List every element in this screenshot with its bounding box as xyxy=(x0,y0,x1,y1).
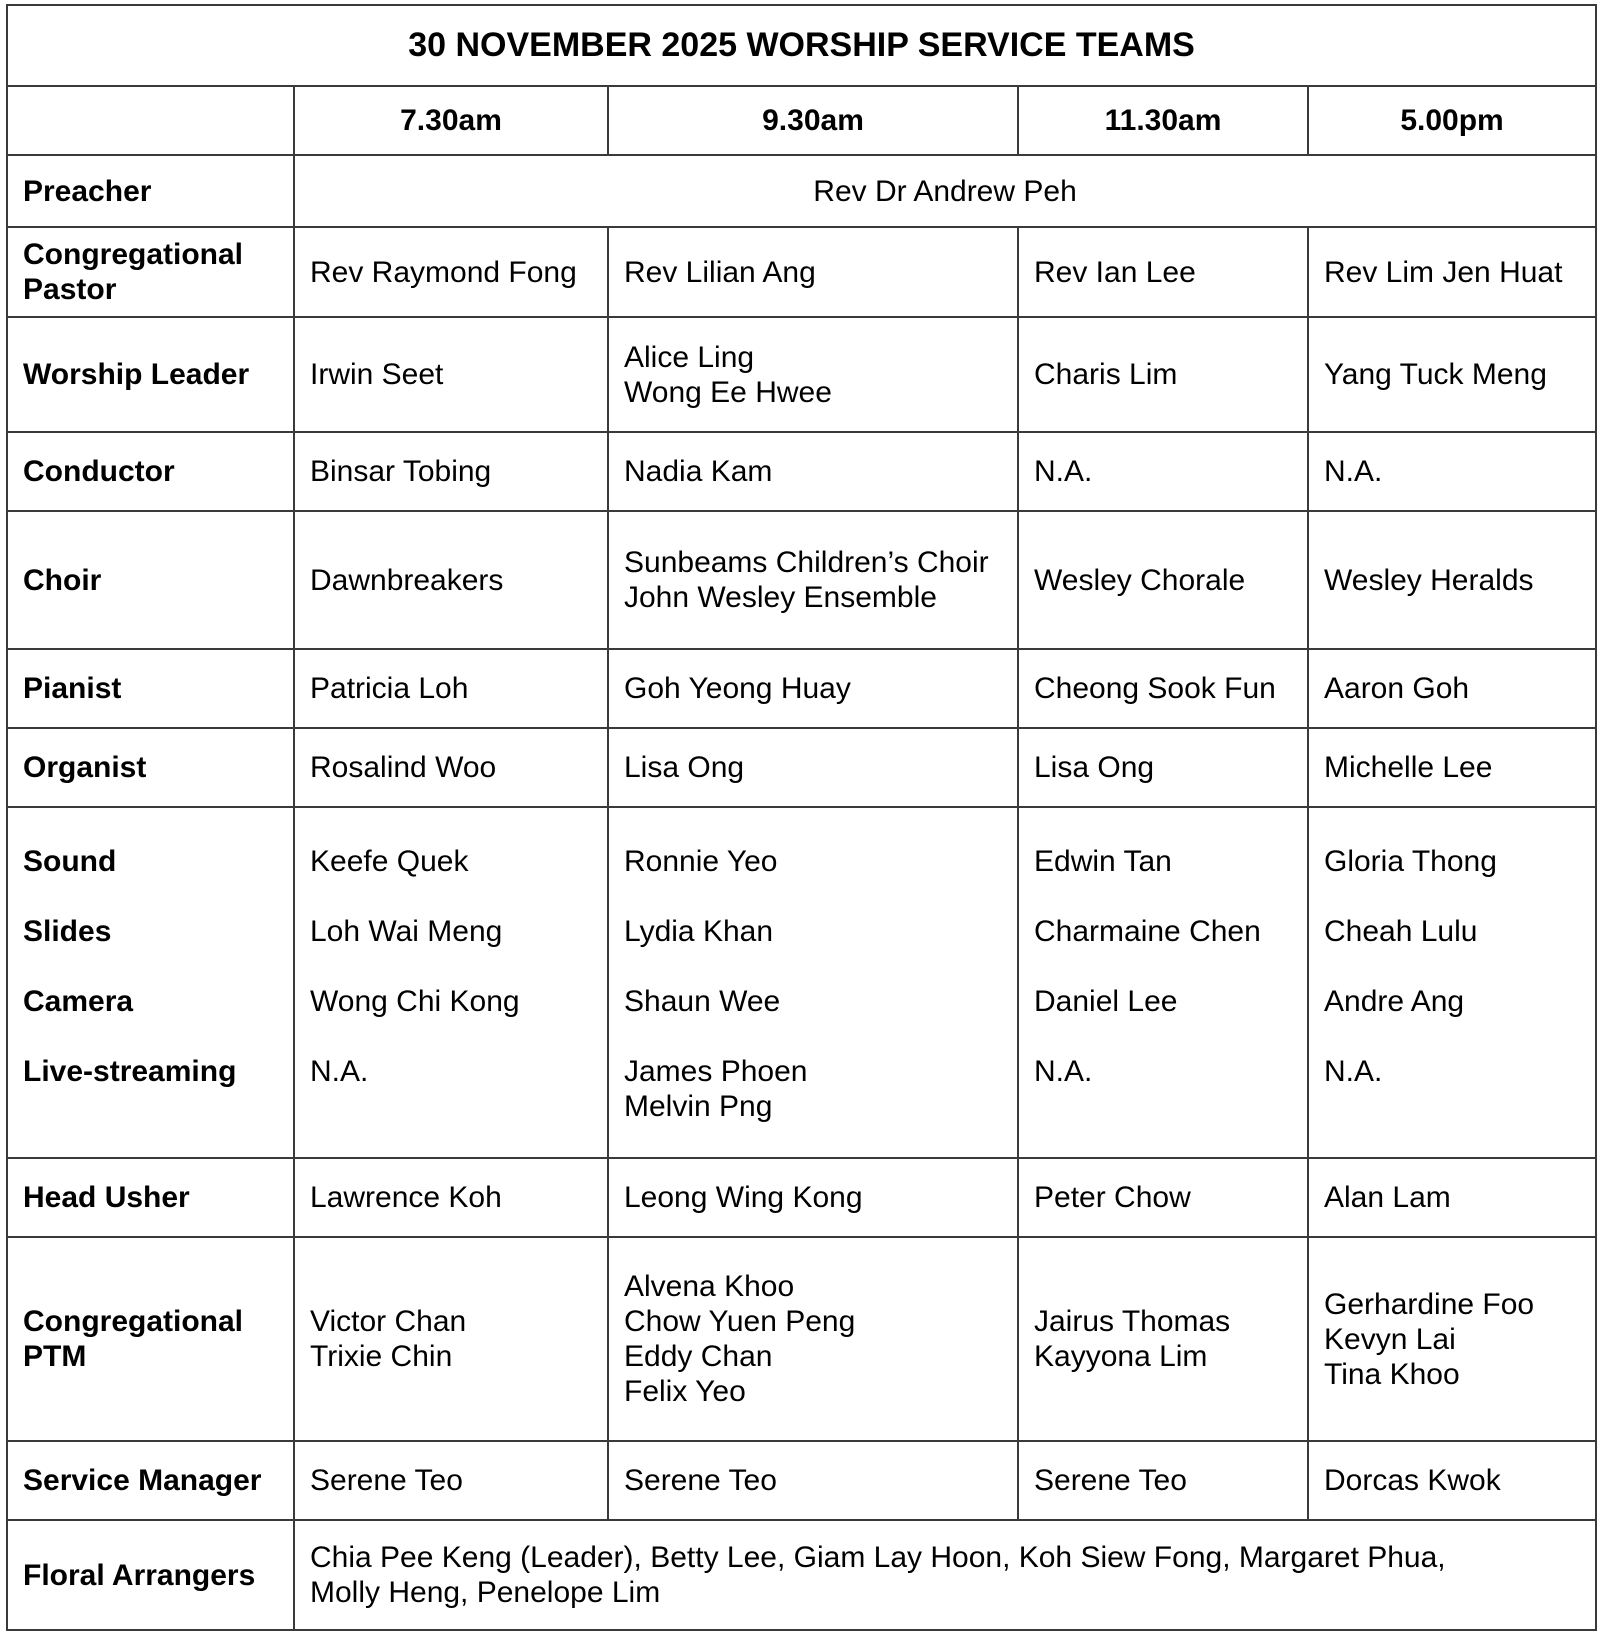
service-manager-0930: Serene Teo xyxy=(608,1441,1018,1520)
person-name: Yang Tuck Meng xyxy=(1324,358,1547,391)
pastor-0930: Rev Lilian Ang xyxy=(608,227,1018,317)
choir-name: John Wesley Ensemble xyxy=(624,581,937,614)
person-name: Alvena Khoo xyxy=(624,1270,795,1303)
time-header-1700: 5.00pm xyxy=(1308,86,1596,155)
slides-name: Lydia Khan xyxy=(624,915,774,948)
sound-name: Edwin Tan xyxy=(1034,845,1172,878)
row-congregational-pastor xyxy=(7,227,1596,317)
row-choir xyxy=(7,511,1596,649)
person-name: Trixie Chin xyxy=(310,1340,453,1373)
role-label-head-usher: Head Usher xyxy=(7,1158,294,1237)
choir-0730 xyxy=(294,511,608,649)
choir-1700 xyxy=(1308,511,1596,649)
role-label-line: Congregational xyxy=(23,1305,244,1338)
role-label-choir: Choir xyxy=(7,511,294,649)
person-name: Felix Yeo xyxy=(624,1375,746,1408)
role-labels-technical xyxy=(7,807,294,1158)
row-organist xyxy=(7,728,1596,807)
row-head-usher xyxy=(7,1158,1596,1237)
role-label-floral-arrangers: Floral Arrangers xyxy=(7,1520,294,1630)
person-name: Wong Ee Hwee xyxy=(624,375,832,409)
choir-0930 xyxy=(608,511,1018,649)
worship-leader-0730 xyxy=(294,317,608,432)
role-label-line: Congregational xyxy=(23,238,244,271)
person-name: Gerhardine Foo xyxy=(1324,1287,1535,1321)
row-pianist xyxy=(7,649,1596,728)
choir-name: Dawnbreakers xyxy=(310,563,504,597)
role-label-service-manager: Service Manager xyxy=(7,1441,294,1520)
head-usher-0730: Lawrence Koh xyxy=(294,1158,608,1237)
live-streaming-name: N.A. xyxy=(1324,1055,1383,1088)
camera-name: Andre Ang xyxy=(1324,985,1465,1018)
conductor-0730: Binsar Tobing xyxy=(294,432,608,511)
person-name: Kevyn Lai xyxy=(1324,1322,1456,1356)
time-header-0730: 7.30am xyxy=(294,86,608,155)
row-conductor xyxy=(7,432,1596,511)
ptm-0930 xyxy=(608,1237,1018,1441)
floral-arrangers-names xyxy=(294,1520,1596,1630)
live-streaming-name: James Phoen xyxy=(624,1055,808,1088)
person-name: Irwin Seet xyxy=(310,358,444,391)
page-title: 30 NOVEMBER 2025 WORSHIP SERVICE TEAMS xyxy=(7,5,1596,86)
row-preacher xyxy=(7,155,1596,227)
pastor-1130: Rev Ian Lee xyxy=(1018,227,1308,317)
role-label-conductor: Conductor xyxy=(7,432,294,511)
floral-names-line: Chia Pee Keng (Leader), Betty Lee, Giam Lay Hoon, Koh Siew Fong, Margaret Phua, xyxy=(310,1541,1446,1574)
service-teams-table xyxy=(6,4,1597,1631)
row-technical xyxy=(7,807,1596,1158)
camera-name: Wong Chi Kong xyxy=(310,985,520,1018)
live-streaming-name: N.A. xyxy=(310,1055,369,1088)
ptm-1700 xyxy=(1308,1237,1596,1441)
sound-name: Keefe Quek xyxy=(310,845,469,878)
conductor-1700: N.A. xyxy=(1308,432,1596,511)
organist-1130: Lisa Ong xyxy=(1018,728,1308,807)
role-label-live-streaming: Live-streaming xyxy=(23,1055,237,1088)
person-name: Tina Khoo xyxy=(1324,1357,1460,1391)
preacher-name: Rev Dr Andrew Peh xyxy=(294,155,1596,227)
role-label-sound: Sound xyxy=(23,845,117,878)
role-label-worship-leader: Worship Leader xyxy=(7,317,294,432)
role-label-preacher: Preacher xyxy=(7,155,294,227)
time-header-1130: 11.30am xyxy=(1018,86,1308,155)
role-label-organist: Organist xyxy=(7,728,294,807)
service-manager-0730: Serene Teo xyxy=(294,1441,608,1520)
head-usher-1130: Peter Chow xyxy=(1018,1158,1308,1237)
title-row xyxy=(7,5,1596,86)
person-name: Eddy Chan xyxy=(624,1340,773,1373)
person-name: Jairus Thomas xyxy=(1034,1305,1231,1338)
floral-names-line: Molly Heng, Penelope Lim xyxy=(310,1576,661,1609)
service-manager-1700: Dorcas Kwok xyxy=(1308,1441,1596,1520)
person-name: Charis Lim xyxy=(1034,358,1178,391)
pianist-1130: Cheong Sook Fun xyxy=(1018,649,1308,728)
worship-leader-0930 xyxy=(608,317,1018,432)
choir-1130 xyxy=(1018,511,1308,649)
pastor-0730: Rev Raymond Fong xyxy=(294,227,608,317)
person-name: Chow Yuen Peng xyxy=(624,1305,856,1338)
conductor-1130: N.A. xyxy=(1018,432,1308,511)
sound-name: Gloria Thong xyxy=(1324,845,1497,878)
person-name: Kayyona Lim xyxy=(1034,1340,1208,1373)
technical-1700 xyxy=(1308,807,1596,1158)
live-streaming-name: N.A. xyxy=(1034,1055,1093,1088)
time-header-0930: 9.30am xyxy=(608,86,1018,155)
conductor-0930: Nadia Kam xyxy=(608,432,1018,511)
choir-name: Wesley Heralds xyxy=(1324,563,1534,597)
worship-leader-1700 xyxy=(1308,317,1596,432)
empty-corner-cell xyxy=(7,86,294,155)
worship-leader-1130 xyxy=(1018,317,1308,432)
ptm-1130 xyxy=(1018,1237,1308,1441)
row-congregational-ptm xyxy=(7,1237,1596,1441)
head-usher-1700: Alan Lam xyxy=(1308,1158,1596,1237)
technical-0930 xyxy=(608,807,1018,1158)
slides-name: Loh Wai Meng xyxy=(310,915,503,948)
live-streaming-name: Melvin Png xyxy=(624,1090,773,1123)
role-label-line: PTM xyxy=(23,1340,87,1373)
row-floral-arrangers xyxy=(7,1520,1596,1630)
organist-0930: Lisa Ong xyxy=(608,728,1018,807)
pianist-1700: Aaron Goh xyxy=(1308,649,1596,728)
pastor-1700: Rev Lim Jen Huat xyxy=(1308,227,1596,317)
role-label-line: Pastor xyxy=(23,273,117,306)
slides-name: Cheah Lulu xyxy=(1324,915,1478,948)
camera-name: Daniel Lee xyxy=(1034,985,1178,1018)
row-service-manager xyxy=(7,1441,1596,1520)
person-name: Alice Ling xyxy=(624,340,755,374)
head-usher-0930: Leong Wing Kong xyxy=(608,1158,1018,1237)
slides-name: Charmaine Chen xyxy=(1034,915,1261,948)
choir-name: Sunbeams Children’s Choir xyxy=(624,546,989,579)
ptm-0730 xyxy=(294,1237,608,1441)
row-worship-leader xyxy=(7,317,1596,432)
sound-name: Ronnie Yeo xyxy=(624,845,778,878)
role-label-pianist: Pianist xyxy=(7,649,294,728)
person-name: Victor Chan xyxy=(310,1305,467,1338)
technical-1130 xyxy=(1018,807,1308,1158)
role-label-camera: Camera xyxy=(23,985,134,1018)
camera-name: Shaun Wee xyxy=(624,985,781,1018)
pianist-0730: Patricia Loh xyxy=(294,649,608,728)
service-manager-1130: Serene Teo xyxy=(1018,1441,1308,1520)
role-label-slides: Slides xyxy=(23,915,112,948)
times-row xyxy=(7,86,1596,155)
technical-0730 xyxy=(294,807,608,1158)
choir-name: Wesley Chorale xyxy=(1034,563,1246,597)
organist-0730: Rosalind Woo xyxy=(294,728,608,807)
organist-1700: Michelle Lee xyxy=(1308,728,1596,807)
role-label-congregational-pastor xyxy=(7,227,294,317)
role-label-congregational-ptm xyxy=(7,1237,294,1441)
pianist-0930: Goh Yeong Huay xyxy=(608,649,1018,728)
roster-sheet xyxy=(6,4,1597,1631)
